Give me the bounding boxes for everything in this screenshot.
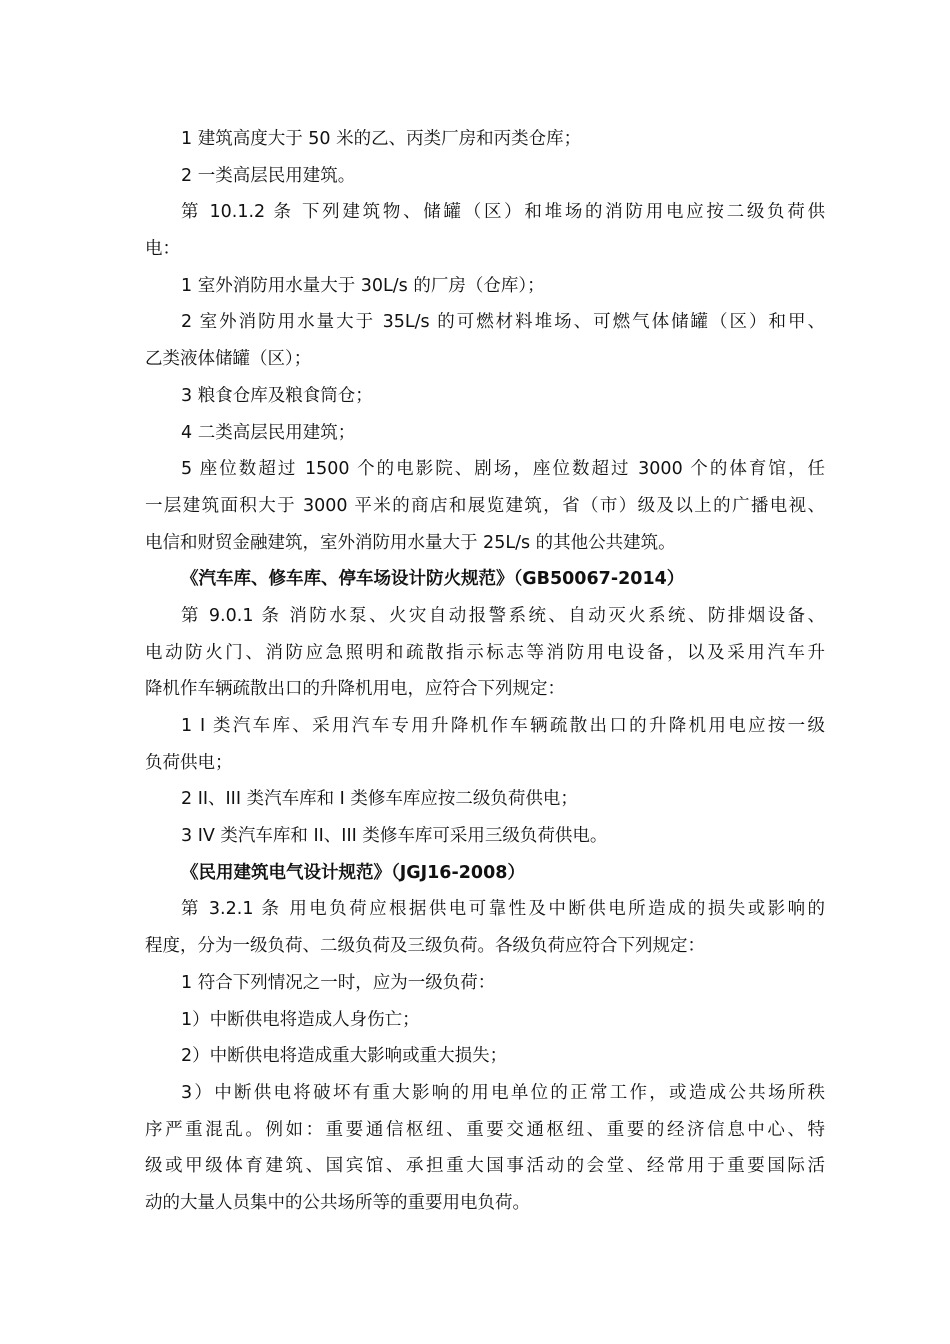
paragraph-line: 1 室外消防用水量大于 30L/s 的厂房（仓库）； xyxy=(181,275,545,296)
paragraph-line: 电动防火门、消防应急照明和疏散指示标志等消防用电设备，以及采用汽车升 xyxy=(145,642,825,663)
section-heading: 《民用建筑电气设计规范》（JGJ16-2008） xyxy=(181,862,525,883)
paragraph-line: 3 IV 类汽车库和 II、III 类修车库可采用三级负荷供电。 xyxy=(181,826,608,847)
paragraph-line: 电： xyxy=(145,239,180,260)
paragraph-line: 第 10.1.2 条 下列建筑物、储罐（区）和堆场的消防用电应按二级负荷供 xyxy=(181,202,825,223)
paragraph-line: 第 3.2.1 条 用电负荷应根据供电可靠性及中断供电所造成的损失或影响的 xyxy=(181,899,825,920)
paragraph-line: 2）中断供电将造成重大影响或重大损失； xyxy=(181,1046,508,1067)
paragraph-line: 一层建筑面积大于 3000 平米的商店和展览建筑，省（市）级及以上的广播电视、 xyxy=(145,495,825,516)
document-body xyxy=(145,121,825,1222)
paragraph-line: 1 符合下列情况之一时，应为一级负荷： xyxy=(181,972,496,993)
paragraph-line: 级或甲级体育建筑、国宾馆、承担重大国事活动的会堂、经常用于重要国际活 xyxy=(145,1156,825,1177)
paragraph-line: 2 室外消防用水量大于 35L/s 的可燃材料堆场、可燃气体储罐（区）和甲、 xyxy=(181,312,825,333)
paragraph-line: 程度，分为一级负荷、二级负荷及三级负荷。各级负荷应符合下列规定： xyxy=(145,936,705,957)
paragraph-line: 2 II、III 类汽车库和 I 类修车库应按二级负荷供电； xyxy=(181,789,578,810)
paragraph-line: 3）中断供电将破坏有重大影响的用电单位的正常工作，或造成公共场所秩 xyxy=(181,1082,825,1103)
paragraph-line: 2 一类高层民用建筑。 xyxy=(181,165,356,186)
paragraph-line: 负荷供电； xyxy=(145,752,233,773)
paragraph-line: 电信和财贸金融建筑，室外消防用水量大于 25L/s 的其他公共建筑。 xyxy=(145,532,676,553)
section-heading: 《汽车库、修车库、停车场设计防火规范》（GB50067-2014） xyxy=(181,569,685,590)
paragraph-line: 序严重混乱。例如：重要通信枢纽、重要交通枢纽、重要的经济信息中心、特 xyxy=(145,1119,825,1140)
paragraph-line: 1 I 类汽车库、采用汽车专用升降机作车辆疏散出口的升降机用电应按一级 xyxy=(181,716,825,736)
paragraph-line: 1 建筑高度大于 50 米的乙、丙类厂房和丙类仓库； xyxy=(181,129,582,149)
paragraph-line: 1）中断供电将造成人身伤亡； xyxy=(181,1009,420,1030)
paragraph-line: 3 粮食仓库及粮食筒仓； xyxy=(181,385,373,406)
paragraph-line: 动的大量人员集中的公共场所等的重要用电负荷。 xyxy=(145,1192,530,1213)
paragraph-line: 乙类液体储罐（区）； xyxy=(145,349,312,370)
paragraph-line: 降机作车辆疏散出口的升降机用电，应符合下列规定： xyxy=(145,679,565,700)
paragraph-line: 5 座位数超过 1500 个的电影院、剧场，座位数超过 3000 个的体育馆，任 xyxy=(181,459,825,480)
paragraph-line: 第 9.0.1 条 消防水泵、火灾自动报警系统、自动灭火系统、防排烟设备、 xyxy=(181,605,825,626)
paragraph-line: 4 二类高层民用建筑； xyxy=(181,422,356,443)
